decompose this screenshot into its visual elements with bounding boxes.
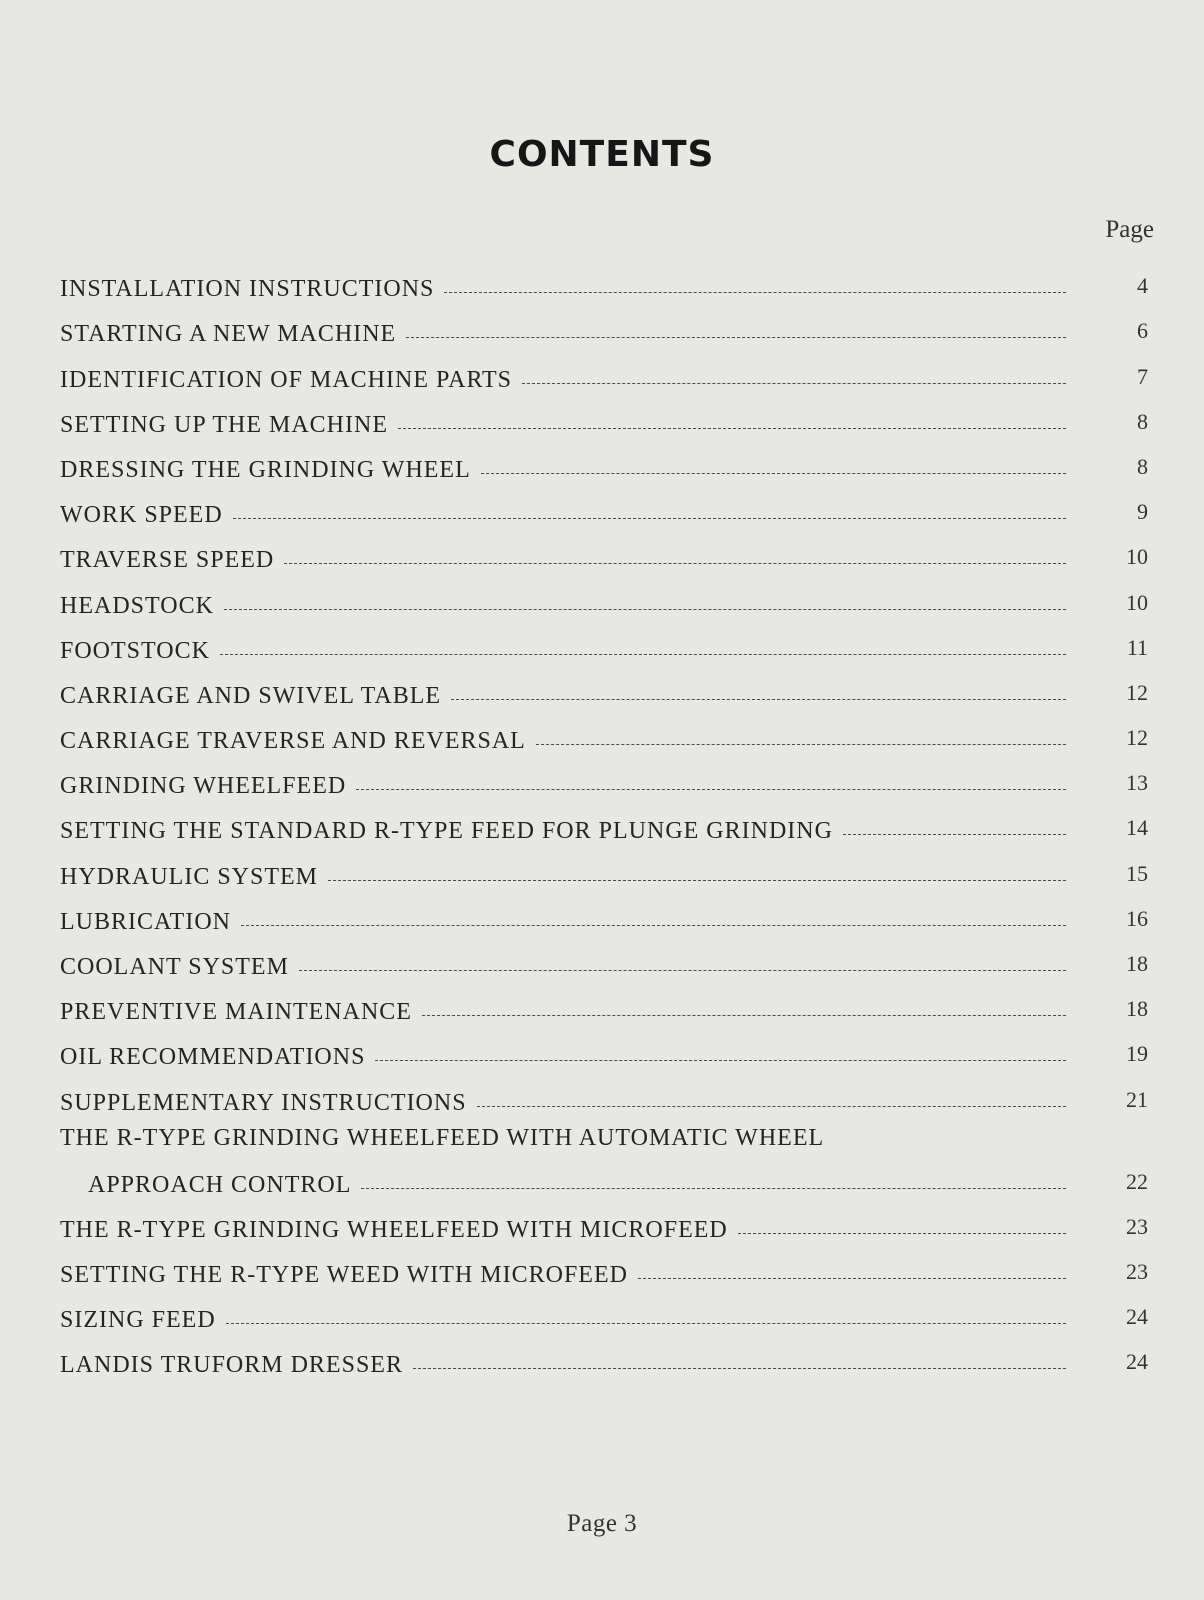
toc-entry[interactable] xyxy=(60,1250,1154,1295)
toc-entry-label: SIZING FEED xyxy=(60,1307,216,1334)
dot-leader xyxy=(241,925,1066,926)
toc-entry-label: APPROACH CONTROL xyxy=(88,1171,352,1198)
toc-entry-label: CARRIAGE TRAVERSE AND REVERSAL xyxy=(60,728,526,755)
toc-entry-page: 18 xyxy=(1126,951,1148,976)
dot-leader xyxy=(422,1015,1066,1016)
toc-entry-label: SETTING UP THE MACHINE xyxy=(60,411,388,438)
toc-entry-page: 6 xyxy=(1137,318,1148,344)
dot-leader xyxy=(413,1368,1066,1369)
toc-entry-label: PREVENTIVE MAINTENANCE xyxy=(60,999,412,1026)
dot-leader xyxy=(220,654,1066,655)
dot-leader xyxy=(375,1060,1066,1061)
toc-entry[interactable] xyxy=(60,761,1154,806)
dot-leader xyxy=(224,609,1066,610)
toc-entry-page: 10 xyxy=(1126,544,1148,570)
toc-entry-label: HYDRAULIC SYSTEM xyxy=(60,863,319,890)
toc-entry[interactable] xyxy=(60,535,1154,580)
dot-leader xyxy=(481,473,1066,474)
toc-entry[interactable] xyxy=(60,1295,1154,1340)
toc-entry-page: 13 xyxy=(1126,770,1148,796)
toc-entry[interactable] xyxy=(60,897,1154,942)
toc-entry-label: COOLANT SYSTEM xyxy=(60,954,289,980)
toc-entry[interactable] xyxy=(60,942,1154,987)
dot-leader xyxy=(451,699,1066,700)
toc-entry-page: 15 xyxy=(1126,860,1148,886)
dot-leader xyxy=(233,518,1066,519)
toc-entry-page: 11 xyxy=(1126,634,1148,660)
dot-leader xyxy=(738,1233,1066,1234)
toc-entry-page: 21 xyxy=(1126,1086,1148,1112)
toc-entry-label: STARTING A NEW MACHINE xyxy=(60,321,397,348)
toc-entry-label: FOOTSTOCK xyxy=(60,637,210,664)
toc-entry-label: WORK SPEED xyxy=(60,502,223,529)
dot-leader xyxy=(444,292,1066,293)
toc-entry-page: 19 xyxy=(1126,1041,1148,1067)
toc-entry-page: 24 xyxy=(1126,1349,1148,1375)
toc-entry-label: DRESSING THE GRINDING WHEEL xyxy=(60,456,471,483)
toc-entry-page: 9 xyxy=(1137,499,1148,525)
toc-entry-label: LUBRICATION xyxy=(60,908,231,935)
toc-entry-page: 24 xyxy=(1126,1304,1148,1330)
toc-entry-page: 14 xyxy=(1126,815,1148,841)
dot-leader xyxy=(522,383,1066,384)
toc-entry-page: 23 xyxy=(1126,1258,1148,1284)
toc-entry-page: 22 xyxy=(1126,1168,1148,1194)
toc-entry[interactable] xyxy=(60,1123,1154,1205)
dot-leader xyxy=(226,1323,1066,1324)
toc-entry-page: 18 xyxy=(1126,996,1148,1022)
toc-entry-page: 7 xyxy=(1137,363,1148,389)
dot-leader xyxy=(299,970,1066,971)
toc-entry-page: 8 xyxy=(1137,408,1148,434)
dot-leader xyxy=(361,1188,1066,1189)
page-column-header: Page xyxy=(1105,216,1154,243)
toc-entry[interactable] xyxy=(60,716,1154,761)
page-number-footer: Page 3 xyxy=(566,1510,638,1537)
table-of-contents xyxy=(60,264,1154,1385)
dot-leader xyxy=(328,880,1066,881)
toc-entry[interactable] xyxy=(60,806,1154,851)
dot-leader xyxy=(406,337,1066,338)
toc-entry-label-line1: THE R-TYPE GRINDING WHEELFEED WITH AUTOMATIC WHEEL xyxy=(60,1124,825,1151)
toc-entry[interactable] xyxy=(60,1077,1154,1122)
toc-entry[interactable] xyxy=(60,309,1154,354)
toc-entry-label: IDENTIFICATION OF MACHINE PARTS xyxy=(60,366,513,393)
toc-entry-label: OIL RECOMMENDATIONS xyxy=(60,1044,366,1071)
toc-entry-page: 12 xyxy=(1126,725,1148,751)
dot-leader xyxy=(843,834,1066,835)
toc-entry[interactable] xyxy=(60,264,1154,309)
toc-entry-label: GRINDING WHEELFEED xyxy=(60,773,347,800)
toc-entry[interactable] xyxy=(60,400,1154,445)
toc-entry-label: SETTING THE R-TYPE WEED WITH MICROFEED xyxy=(60,1261,628,1288)
toc-entry-label: SUPPLEMENTARY INSTRUCTIONS xyxy=(60,1089,467,1116)
toc-entry[interactable] xyxy=(60,490,1154,535)
toc-entry-page: 8 xyxy=(1137,453,1148,479)
toc-entry-label: HEADSTOCK xyxy=(60,592,214,619)
toc-entry[interactable] xyxy=(60,1205,1154,1250)
toc-entry-page: 12 xyxy=(1126,679,1148,705)
toc-entry[interactable] xyxy=(60,354,1154,399)
toc-entry-label: SETTING THE STANDARD R-TYPE FEED FOR PLUNGE GRINDING xyxy=(60,818,833,845)
toc-entry-label: INSTALLATION INSTRUCTIONS xyxy=(60,276,435,303)
dot-leader xyxy=(638,1278,1066,1279)
dot-leader xyxy=(477,1106,1066,1107)
toc-entry[interactable] xyxy=(60,1032,1154,1077)
toc-entry[interactable] xyxy=(60,580,1154,625)
toc-entry-label: TRAVERSE SPEED xyxy=(60,547,275,574)
toc-entry[interactable] xyxy=(60,671,1154,716)
toc-entry-label: THE R-TYPE GRINDING WHEELFEED WITH MICROFEED xyxy=(60,1216,728,1243)
toc-entry-page: 23 xyxy=(1126,1213,1148,1239)
toc-entry-page: 10 xyxy=(1126,589,1148,615)
dot-leader xyxy=(356,789,1066,790)
toc-entry-page: 4 xyxy=(1137,273,1148,299)
toc-entry-label: LANDIS TRUFORM DRESSER xyxy=(60,1352,403,1379)
toc-entry[interactable] xyxy=(60,626,1154,671)
dot-leader xyxy=(284,563,1066,564)
toc-entry[interactable] xyxy=(60,445,1154,490)
dot-leader xyxy=(398,428,1066,429)
dot-leader xyxy=(536,744,1066,745)
toc-entry[interactable] xyxy=(60,851,1154,896)
toc-entry-label: CARRIAGE AND SWIVEL TABLE xyxy=(60,682,442,709)
toc-entry[interactable] xyxy=(60,987,1154,1032)
page-title: CONTENTS xyxy=(489,134,715,175)
toc-entry-page: 16 xyxy=(1126,905,1148,931)
toc-entry[interactable] xyxy=(60,1340,1154,1385)
